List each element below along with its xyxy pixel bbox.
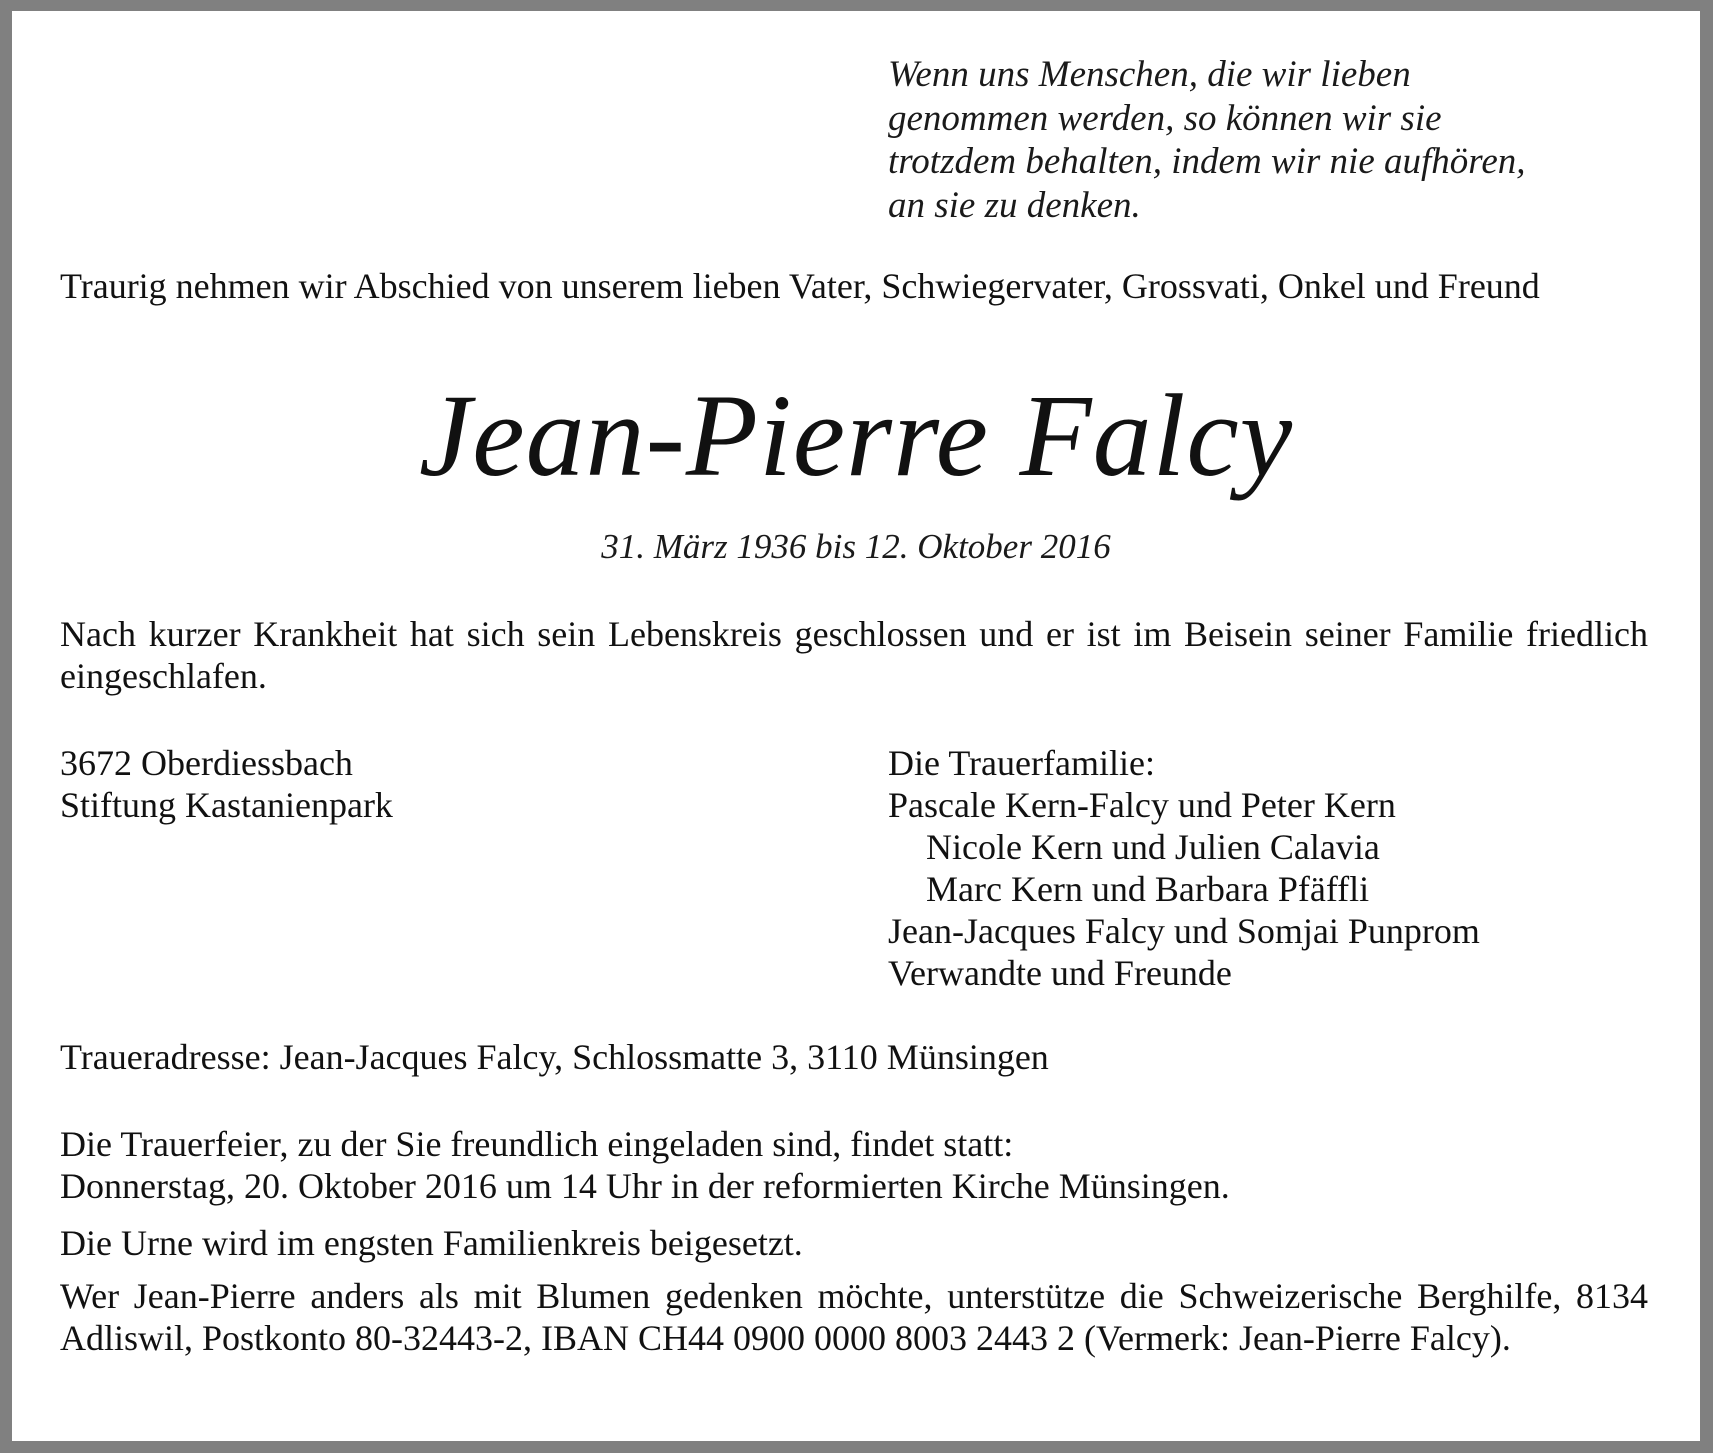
ceremony-line: Donnerstag, 20. Oktober 2016 um 14 Uhr in der reformierten Kirche Münsingen. — [60, 1165, 1230, 1206]
motto-line: genommen werden, so können wir sie — [888, 97, 1442, 139]
family-block — [888, 742, 1480, 994]
life-dates: 31. März 1936 bis 12. Oktober 2016 — [601, 527, 1111, 566]
family-member: Nicole Kern und Julien Calavia — [926, 827, 1380, 867]
motto-line: an sie zu denken. — [888, 184, 1141, 226]
family-member: Marc Kern und Barbara Pfäffli — [926, 869, 1370, 909]
deceased-name: Jean-Pierre Falcy — [418, 370, 1294, 501]
ceremony-line: Die Trauerfeier, zu der Sie freundlich eingeladen sind, findet statt: — [60, 1124, 1014, 1164]
mourning-address: Traueradresse: Jean-Jacques Falcy, Schlossmatte 3, 3110 Münsingen — [60, 1037, 1049, 1077]
illness-text: Nach kurzer Krankheit hat sich sein Lebenskreis geschlossen und er ist im Beisein seiner Familie friedlich eingeschlafen. — [60, 614, 1648, 696]
motto-line: trotzdem behalten, indem wir nie aufhören, — [888, 141, 1526, 182]
urn-text: Die Urne wird im engsten Familienkreis beigesetzt. — [60, 1223, 803, 1263]
obituary-notice — [12, 11, 1700, 1441]
family-member: Jean-Jacques Falcy und Somjai Punprom — [888, 911, 1480, 951]
motto-quote — [888, 53, 1668, 227]
location-line: 3672 Oberdiessbach — [60, 743, 353, 783]
location-block — [60, 742, 393, 826]
donation-text: Wer Jean-Pierre anders als mit Blumen gedenken möchte, unterstütze die Schweizerische Berghilfe, 8134 Adliswil, Postkonto 80-32443-2, IBAN CH44 0900 0000 8003 2443 2 (Vermerk: Jean-Pierre Falcy). — [60, 1276, 1648, 1358]
ceremony-info — [60, 1124, 1648, 1207]
motto-line: Wenn uns Menschen, die wir lieben — [888, 54, 1411, 95]
family-member: Pascale Kern-Falcy und Peter Kern — [888, 785, 1396, 825]
family-member: Verwandte und Freunde — [888, 953, 1232, 993]
intro-text: Traurig nehmen wir Abschied von unserem lieben Vater, Schwiegervater, Grossvati, Onkel und Freund — [60, 266, 1540, 306]
location-line: Stiftung Kastanienpark — [60, 785, 393, 825]
family-heading: Die Trauerfamilie: — [888, 743, 1155, 783]
